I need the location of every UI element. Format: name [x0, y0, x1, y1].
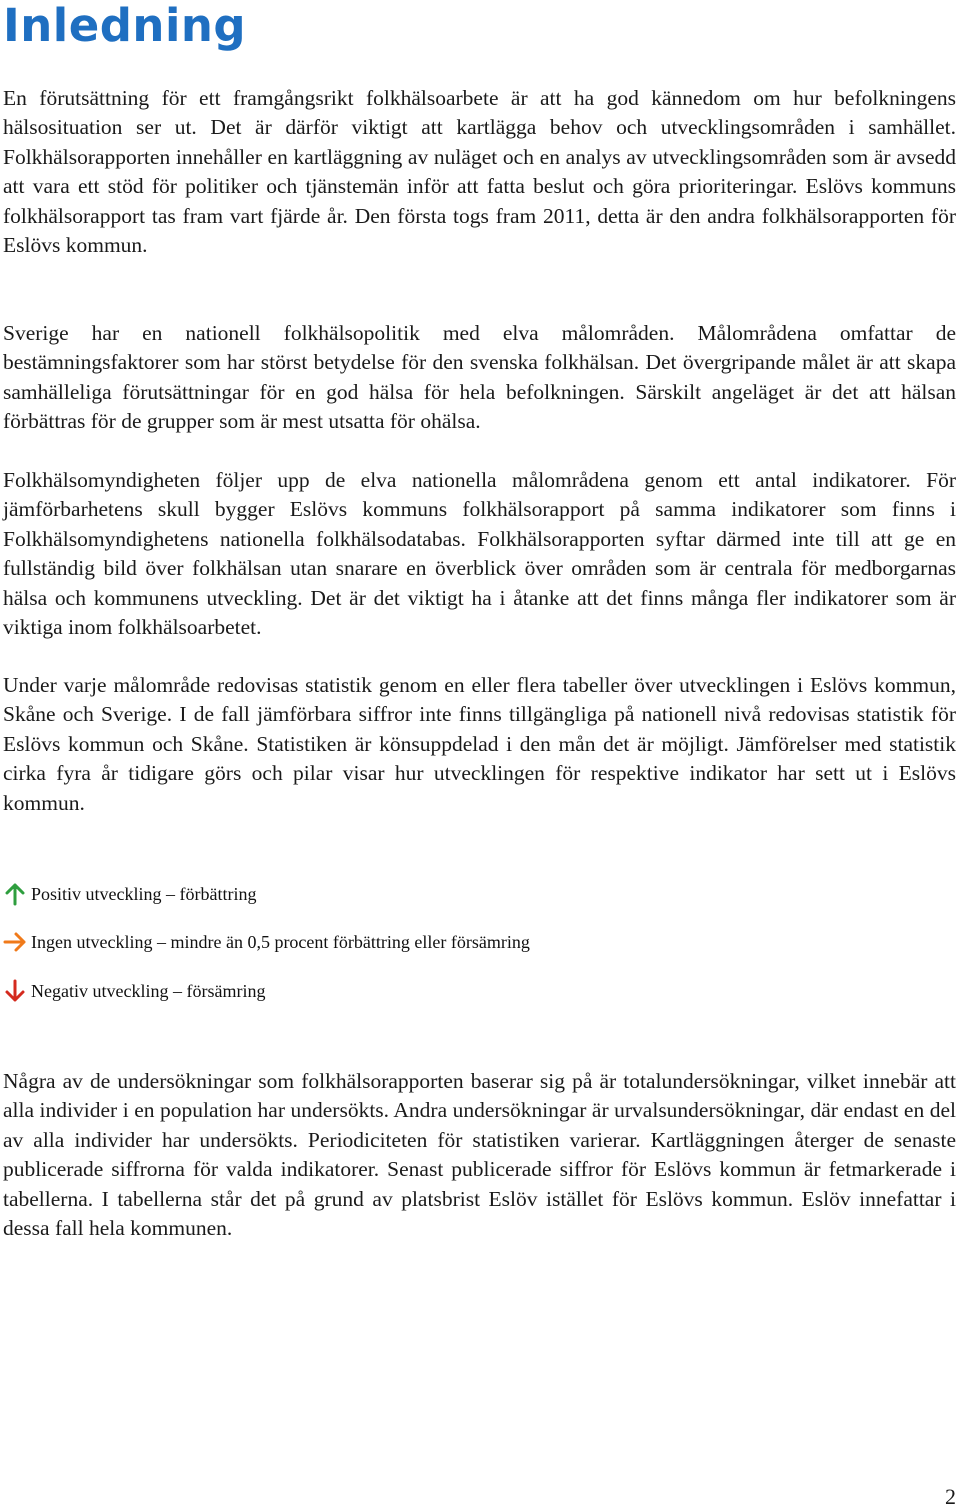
paragraph-statistics: Under varje målområde redovisas statistik genom en eller flera tabeller över utvecklingen i Eslövs kommun, Skåne och Sverige. I de fall jämförbara siffror inte finns tillgängliga på nationell nivå redovisas statistik för Eslövs kommun och Skåne. Statistiken är könsuppdelad i den mån det är möjligt. Jämförelser med statistik cirka fyra år tidigare görs och pilar visar hur utvecklingen för respektive indikator har sett ut i Eslövs kommun. [3, 673, 956, 815]
legend-neutral [3, 930, 530, 954]
arrow-down-icon [3, 979, 27, 1003]
legend-label: Ingen utveckling – mindre än 0,5 procent förbättring eller försämring [31, 932, 530, 952]
paragraph-intro: En förutsättning för ett framgångsrikt folkhälsoarbete är att ha god kännedom om hur befolkningens hälsosituation ser ut. Det är därför viktigt att kartlägga behov och utvecklingsområden i samhället. Folkhälsorapporten innehåller en kartläggning av nuläget och en analys av utvecklingsområden som är avsedd att vara ett stöd för politiker och tjänstemän inför att fatta beslut och göra prioriteringar. Eslövs kommuns folkhälsorapport tas fram vart fjärde år. Den första togs fram 2011, detta är den andra folkhälsorapporten för Eslövs kommun. [3, 86, 956, 258]
arrow-up-icon [3, 882, 27, 906]
page-title: Inledning [3, 0, 247, 52]
legend-positive [3, 882, 256, 906]
paragraph-national-policy: Sverige har en nationell folkhälsopolitik med elva målområden. Målområdena omfattar de bestämningsfaktorer som har störst betydelse för den svenska folkhälsan. Det övergripande målet är att skapa samhälleliga förutsättningar för en god hälsa för hela befolkningen. Särskilt angeläget är det att hälsan förbättras för de grupper som är mest utsatta för ohälsa. [3, 321, 956, 434]
arrow-right-icon [3, 930, 27, 954]
legend-label: Negativ utveckling – försämring [31, 981, 266, 1001]
paragraph-surveys: Några av de undersökningar som folkhälsorapporten baserar sig på är totalundersökningar, vilket innebär att alla individer i en population har undersökts. Andra undersökningar är urvalsundersökningar, där endast en del av alla individer har undersökts. Periodiciteten för statistiken varierar. Kartläggningen återger de senaste publicerade siffrorna för valda indikatorer. Senast publicerade siffror för Eslövs kommun är fetmarkerade i tabellerna. I tabellerna står det på grund av platsbrist Eslöv istället för Eslövs kommun. Eslöv innefattar i dessa fall hela kommunen. [3, 1069, 956, 1241]
legend-label: Positiv utveckling – förbättring [31, 884, 257, 904]
paragraph-indicators: Folkhälsomyndigheten följer upp de elva nationella målområdena genom ett antal indikatorer. För jämförbarhetens skull bygger Eslövs kommuns folkhälsorapport på samma indikatorer som finns i Folkhälsomyndighetens nationella folkhälsodatabas. Folkhälsorapporten syftar därmed inte till att ge en fullständig bild över folkhälsan utan snarare en överblick över områden som är centrala för medborgarnas hälsa och kommunens utveckling. Det är det viktigt ha i åtanke att det finns många fler indikatorer som är viktiga inom folkhälsoarbetet. [3, 468, 956, 640]
page-number: 2 [945, 1484, 956, 1509]
legend-negative [3, 979, 265, 1003]
